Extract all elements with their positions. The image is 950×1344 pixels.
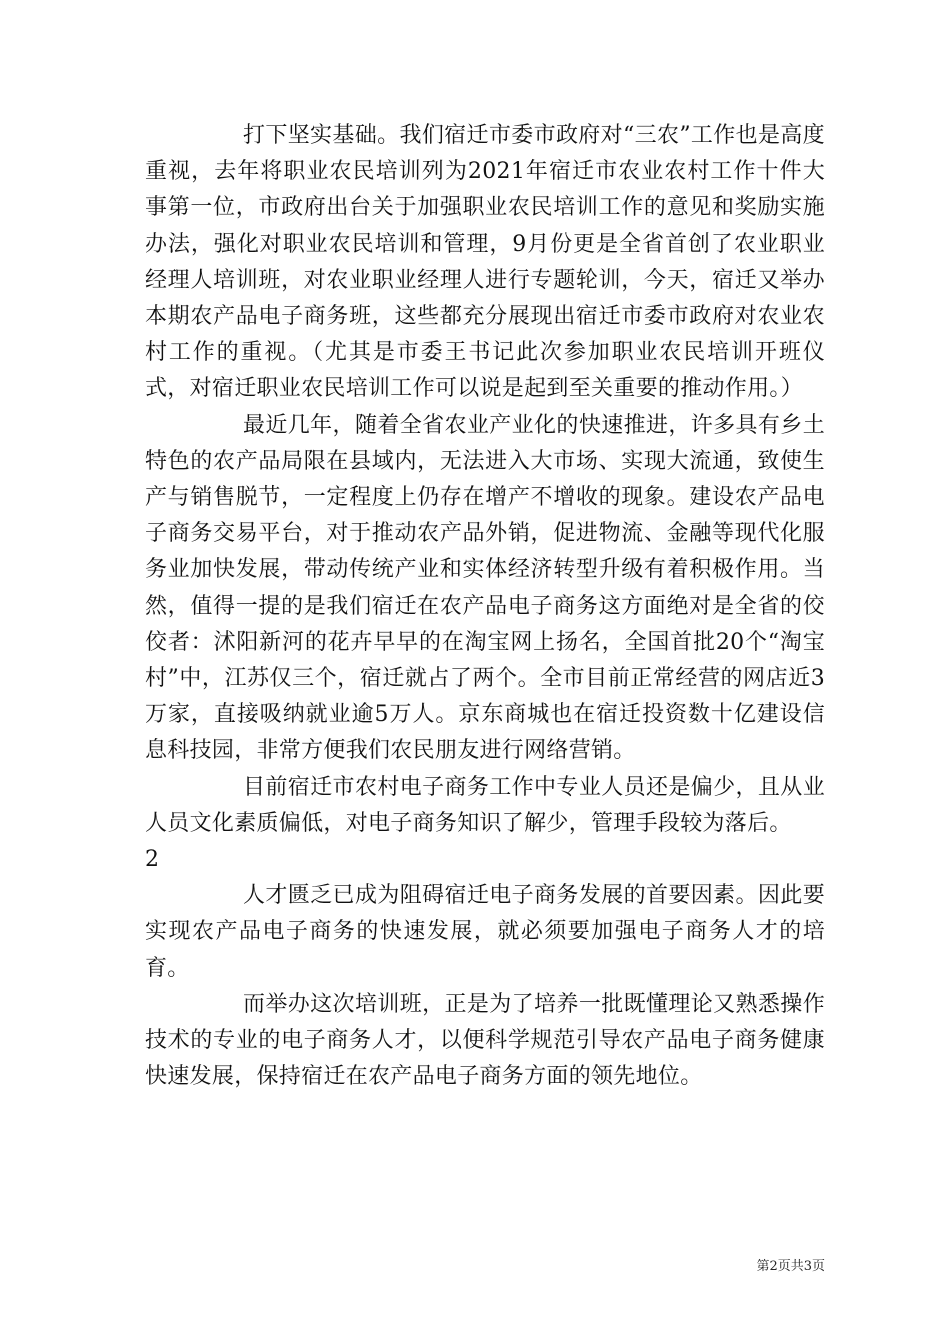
- paragraph-3: 目前宿迁市农村电子商务工作中专业人员还是偏少，且从业人员文化素质偏低，对电子商务知识了解少，管理手段较为落后。: [145, 774, 825, 836]
- document-body: [145, 118, 825, 1095]
- paragraph-5: 人才匮乏已成为阻碍宿迁电子商务发展的首要因素。因此要实现农产品电子商务的快速发展，就必须要加强电子商务人才的培育。: [145, 883, 825, 981]
- paragraph-2: 最近几年，随着全省农业产业化的快速推进，许多具有乡土特色的农产品局限在县域内，无法进入大市场、实现大流通，致使生产与销售脱节，一定程度上仍存在增产不增收的现象。建设农产品电子商务交易平台，对于推动农产品外销，促进物流、金融等现代化服务业加快发展，带动传统产业和实体经济转型升级有着积极作用。当然，值得一提的是我们宿迁在农产品电子商务这方面绝对是全省的佼佼者：沭阳新河的花卉早早的在淘宝网上扬名，全国首批20个“淘宝村”中，江苏仅三个，宿迁就占了两个。全市目前正常经营的网店近3万家，直接吸纳就业逾5万人。京东商城也在宿迁投资数十亿建设信息科技园，非常方便我们农民朋友进行网络营销。: [145, 412, 825, 764]
- paragraph-6: 而举办这次培训班，正是为了培养一批既懂理论又熟悉操作技术的专业的电子商务人才，以便科学规范引导农产品电子商务健康快速发展，保持宿迁在农产品电子商务方面的领先地位。: [145, 991, 825, 1090]
- paragraph-1: 打下坚实基础。我们宿迁市委市政府对“三农”工作也是高度重视，去年将职业农民培训列为2021年宿迁市农业农村工作十件大事第一位，市政府出台关于加强职业农民培训工作的意见和奖励实施办法，强化对职业农民培训和管理，9月份更是全省首创了农业职业经理人培训班，对农业职业经理人进行专题轮训，今天，宿迁又举办本期农产品电子商务班，这些都充分展现出宿迁市委市政府对农业农村工作的重视。（尤其是市委王书记此次参加职业农民培训开班仪式，对宿迁职业农民培训工作可以说是起到至关重要的推动作用。）: [145, 123, 825, 402]
- paragraph-4: 2: [145, 847, 160, 873]
- page-number: 第2页共3页: [756, 1259, 825, 1274]
